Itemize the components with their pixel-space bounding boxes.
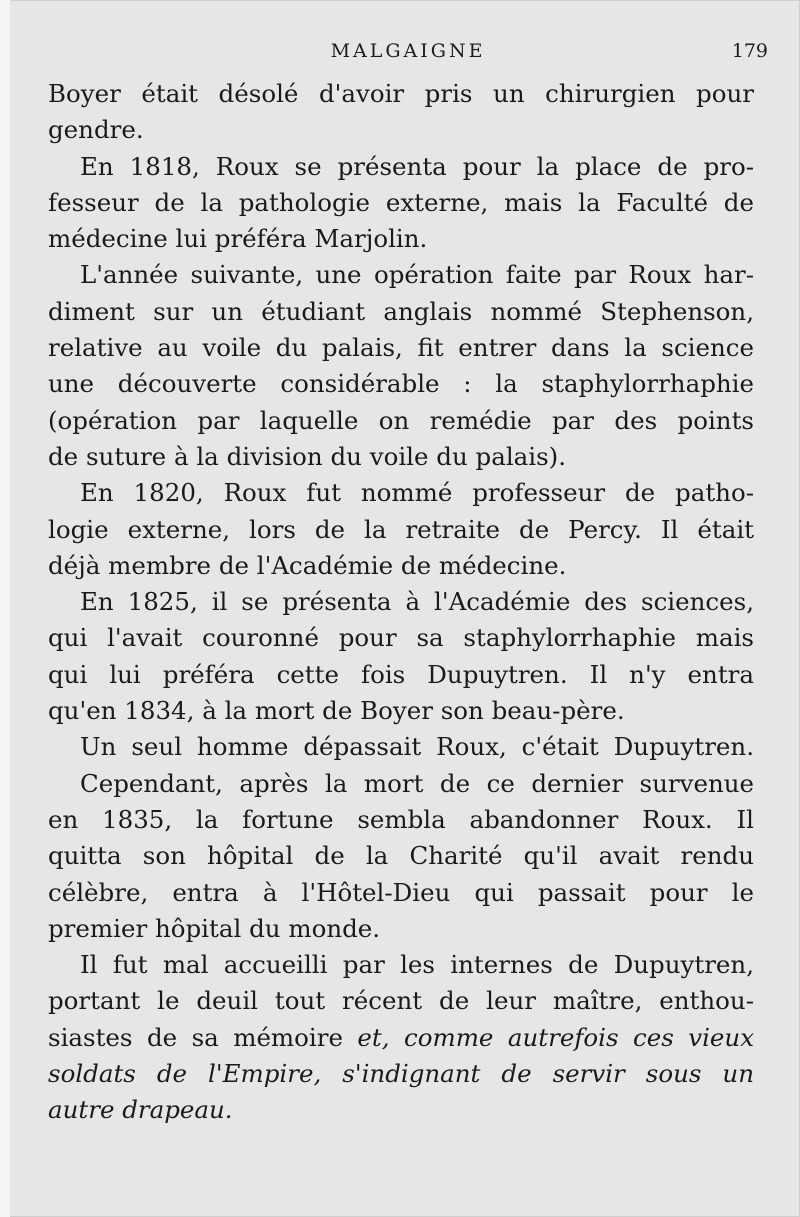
body-text [48, 76, 754, 1129]
page-number: 179 [731, 40, 768, 62]
text-line: premier hôpital du monde. [48, 913, 381, 943]
text-line: fesseur de la pathologie externe, mais la Faculté de [48, 187, 754, 217]
page-header [48, 38, 768, 72]
text-italic: s'indignant de servir sous un [321, 1059, 754, 1089]
text-line: déjà membre de l'Académie de médecine. [48, 550, 567, 580]
text-line [48, 1056, 754, 1092]
text-line: gendre. [48, 115, 144, 145]
text-line: relative au voile du palais, fit entrer dans la science [48, 333, 754, 363]
text-line: célèbre, entra à l'Hôtel-Dieu qui passait pour le [48, 877, 754, 907]
text-line: portant le deuil tout récent de leur maître, enthou- [48, 986, 754, 1016]
text-line: médecine lui préféra Marjolin. [48, 224, 428, 254]
text-line: Cependant, après la mort de ce dernier survenue [80, 768, 754, 798]
text-line: quitta son hôpital de la Charité qu'il avait rendu [48, 841, 754, 871]
text-line: Il fut mal accueilli par les internes de Dupuytren, [80, 950, 754, 980]
page-margin-edge [0, 0, 10, 1217]
text-line: qui l'avait couronné pour sa staphylorrhaphie mais [48, 623, 754, 653]
text-line: autre drapeau. [48, 1095, 233, 1125]
text-line: qui lui préféra cette fois Dupuytren. Il n'y entra [48, 659, 754, 689]
text-line: de suture à la division du voile du palais). [48, 441, 567, 471]
text-line: une découverte considérable : la staphylorrhaphie [48, 369, 754, 399]
text-line: en 1835, la fortune sembla abandonner Roux. Il [48, 804, 754, 834]
text-line [48, 1020, 754, 1056]
text-line: qu'en 1834, à la mort de Boyer son beau-père. [48, 696, 625, 726]
text-line: diment sur un étudiant anglais nommé Stephenson, [48, 296, 754, 326]
text-italic: soldats de l'Empire, [48, 1059, 322, 1089]
text-line: Un seul homme dépassait Roux, c'était Dupuytren. [80, 732, 754, 762]
text-line: L'année suivante, une opération faite par Roux har- [80, 260, 754, 290]
text-italic: et, comme autrefois ces vieux [357, 1022, 755, 1052]
text-line: En 1825, il se présenta à l'Académie des sciences, [80, 587, 754, 617]
text-line: En 1818, Roux se présenta pour la place de pro- [80, 151, 754, 181]
text-line: (opération par laquelle on remédie par des points [48, 405, 754, 435]
text-line: Boyer était désolé d'avoir pris un chirurgien pour [48, 79, 754, 108]
text-roman: siastes de sa mémoire [48, 1022, 358, 1052]
text-line: En 1820, Roux fut nommé professeur de patho- [80, 478, 754, 508]
text-line: logie externe, lors de la retraite de Percy. Il était [48, 514, 754, 544]
running-head: MALGAIGNE [330, 40, 486, 62]
